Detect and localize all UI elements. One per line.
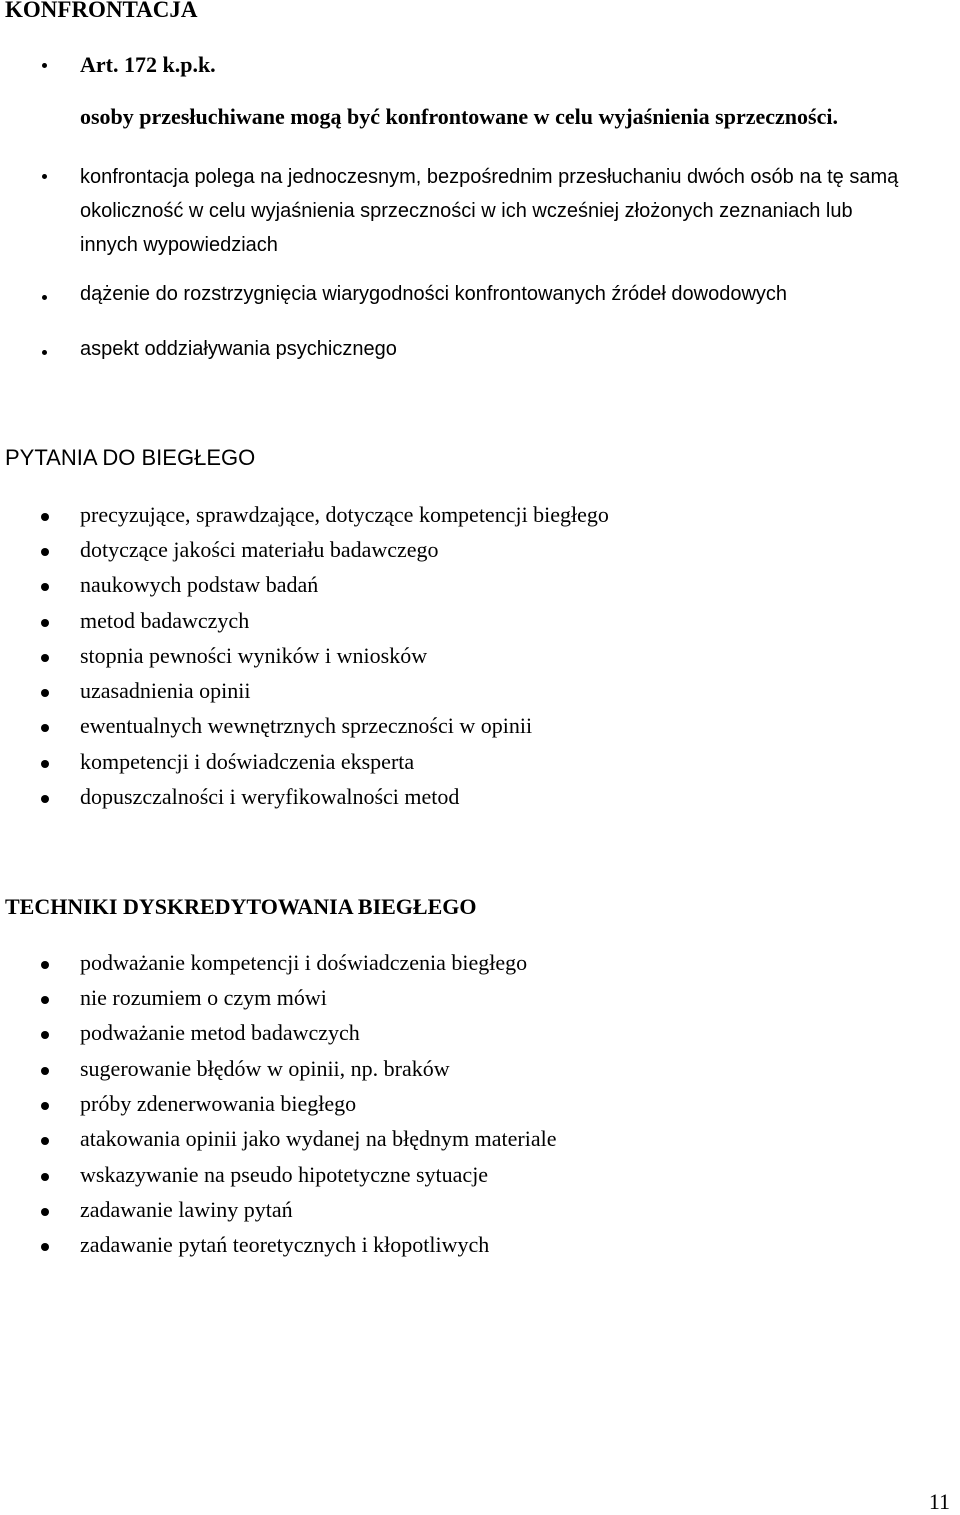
bullet-icon [41, 1137, 49, 1145]
bullet-icon [41, 1067, 49, 1075]
list-item: metod badawczych [80, 608, 250, 633]
bullet-icon [42, 295, 47, 300]
list-item: zadawanie lawiny pytań [80, 1197, 293, 1222]
page-number: 11 [928, 1489, 950, 1514]
list-item: podważanie kompetencji i doświadczenia biegłego [80, 950, 528, 975]
bullet-icon [41, 654, 49, 662]
list-item: kompetencji i doświadczenia eksperta [80, 749, 415, 774]
bullet-icon [41, 548, 49, 556]
bullet-icon [41, 513, 49, 521]
list-item: aspekt oddziaływania psychicznego [80, 338, 397, 360]
list-item: atakowania opinii jako wydanej na błędnym materiale [80, 1126, 557, 1151]
bullet-icon [41, 1031, 49, 1039]
bullet-icon [41, 1102, 49, 1110]
list-item: zadawanie pytań teoretycznych i kłopotliwych [80, 1232, 490, 1257]
list-item: dopuszczalności i weryfikowalności metod [80, 784, 460, 809]
list-item: próby zdenerwowania biegłego [80, 1091, 357, 1116]
list-item: naukowych podstaw badań [80, 572, 319, 597]
list-item: dążenie do rozstrzygnięcia wiarygodności konfrontowanych źródeł dowodowych [80, 283, 788, 305]
bullet-icon [41, 619, 49, 627]
list-item: uzasadnienia opinii [80, 678, 251, 703]
list-item: osoby przesłuchiwane mogą być konfrontowane w celu wyjaśnienia sprzeczności. [80, 104, 838, 129]
bullet-icon [41, 689, 49, 697]
list-item: Art. 172 k.p.k. [80, 52, 216, 77]
list-item: podważanie metod badawczych [80, 1020, 360, 1045]
bullet-icon [41, 1173, 49, 1181]
bullet-icon [41, 1208, 49, 1216]
bullet-icon [42, 174, 47, 179]
bullet-icon [42, 350, 47, 355]
list-item: sugerowanie błędów w opinii, np. braków [80, 1056, 450, 1081]
bullet-icon [41, 583, 49, 591]
bullet-icon [41, 760, 49, 768]
list-item: dotyczące jakości materiału badawczego [80, 537, 439, 562]
list-item: konfrontacja polega na jednoczesnym, bezpośrednim przesłuchaniu dwóch osób na tę samą okoliczność w celu wyjaśnienia sprzeczności w ich wcześniej złożonych zeznaniach lub innych wypowiedziach [80, 166, 899, 256]
list-item: nie rozumiem o czym mówi [80, 985, 327, 1010]
list-item: ewentualnych wewnętrznych sprzeczności w opinii [80, 713, 533, 738]
section-title-pytania: PYTANIA DO BIEGŁEGO [5, 445, 256, 470]
section-title-konfrontacja: KONFRONTACJA [5, 0, 198, 22]
bullet-icon [41, 795, 49, 803]
bullet-icon [41, 1243, 49, 1251]
list-item: wskazywanie na pseudo hipotetyczne sytuacje [80, 1162, 489, 1187]
list-item: stopnia pewności wyników i wniosków [80, 643, 428, 668]
section-title-techniki: TECHNIKI DYSKREDYTOWANIA BIEGŁEGO [5, 894, 477, 919]
list-item: precyzujące, sprawdzające, dotyczące kompetencji biegłego [80, 502, 609, 527]
bullet-icon [41, 996, 49, 1004]
bullet-icon [41, 961, 49, 969]
bullet-icon [42, 63, 47, 68]
bullet-icon [41, 724, 49, 732]
